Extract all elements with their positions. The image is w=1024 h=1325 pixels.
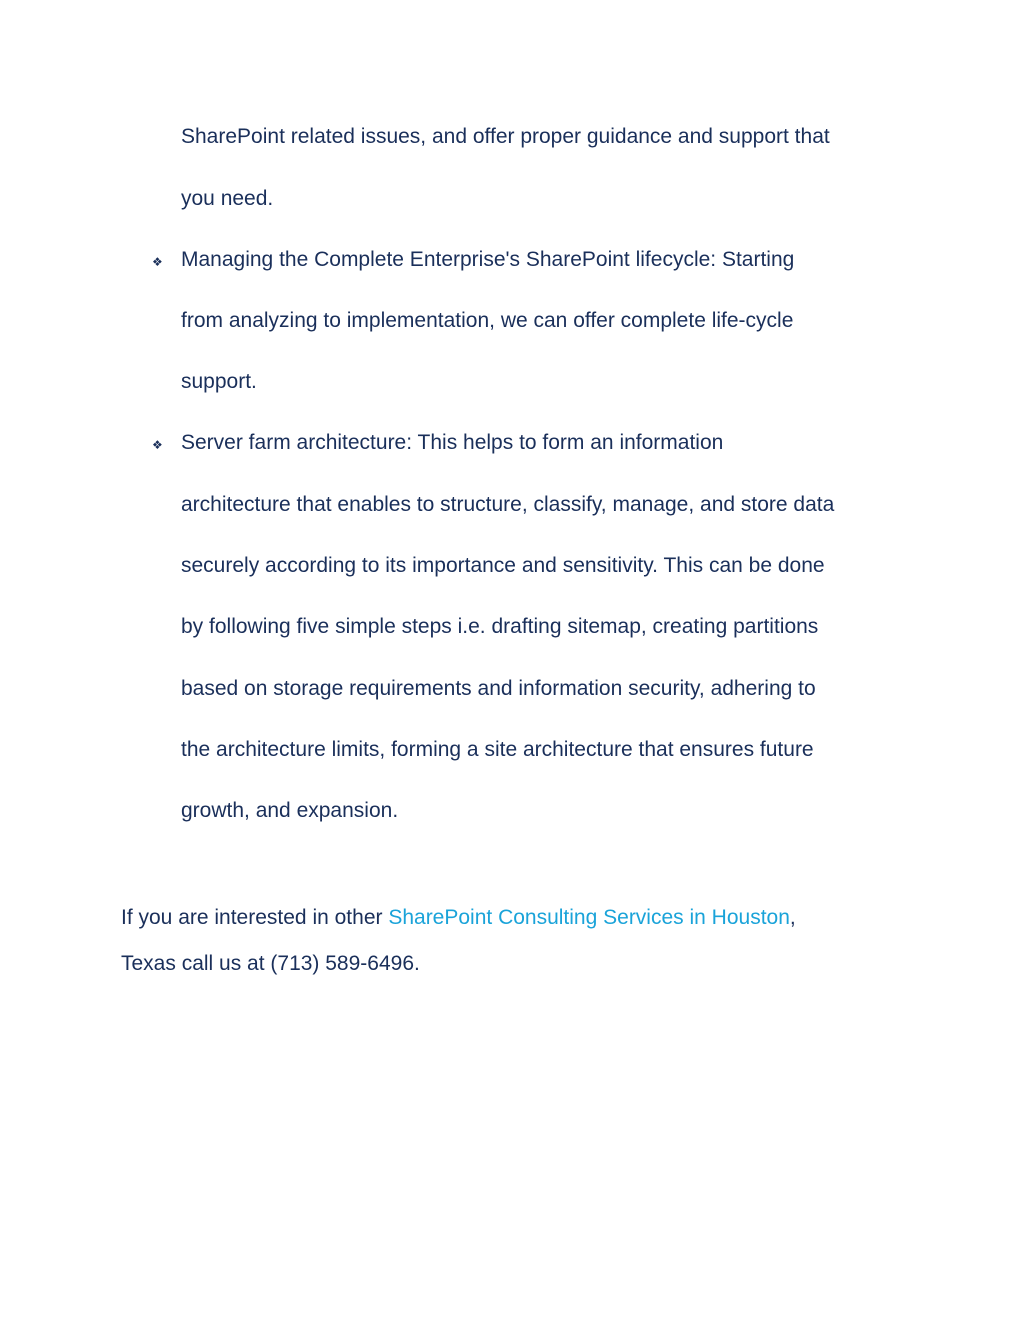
closing-line-1 — [121, 907, 796, 928]
intro-line-2: you need. — [181, 187, 274, 210]
closing-suffix: , — [789, 906, 796, 929]
bullet-2-line-3: securely according to its importance and sensitivity. This can be done — [181, 554, 825, 577]
bullet-1-line-1: Managing the Complete Enterprise's SharePoint lifecycle: Starting — [181, 248, 795, 271]
bullet-2-line-5: based on storage requirements and information security, adhering to — [181, 677, 816, 700]
diamond-bullet-icon: ❖ — [152, 255, 163, 269]
bullet-2-line-4: by following five simple steps i.e. drafting sitemap, creating partitions — [181, 615, 819, 638]
closing-prefix: If you are interested in other — [121, 906, 389, 929]
sharepoint-consulting-link[interactable]: SharePoint Consulting Services in Houston — [388, 906, 790, 929]
intro-line-1: SharePoint related issues, and offer proper guidance and support that — [181, 125, 830, 148]
bullet-2-line-6: the architecture limits, forming a site architecture that ensures future — [181, 738, 814, 761]
bullet-2-line-1: Server farm architecture: This helps to form an information — [181, 431, 724, 454]
bullet-1-line-3: support. — [181, 370, 257, 393]
closing-line-2: Texas call us at (713) 589-6496. — [121, 952, 420, 975]
bullet-2-line-7: growth, and expansion. — [181, 799, 399, 822]
bullet-2-line-2: architecture that enables to structure, classify, manage, and store data — [181, 493, 835, 516]
diamond-bullet-icon: ❖ — [152, 438, 163, 452]
bullet-1-line-2: from analyzing to implementation, we can offer complete life-cycle — [181, 309, 794, 332]
